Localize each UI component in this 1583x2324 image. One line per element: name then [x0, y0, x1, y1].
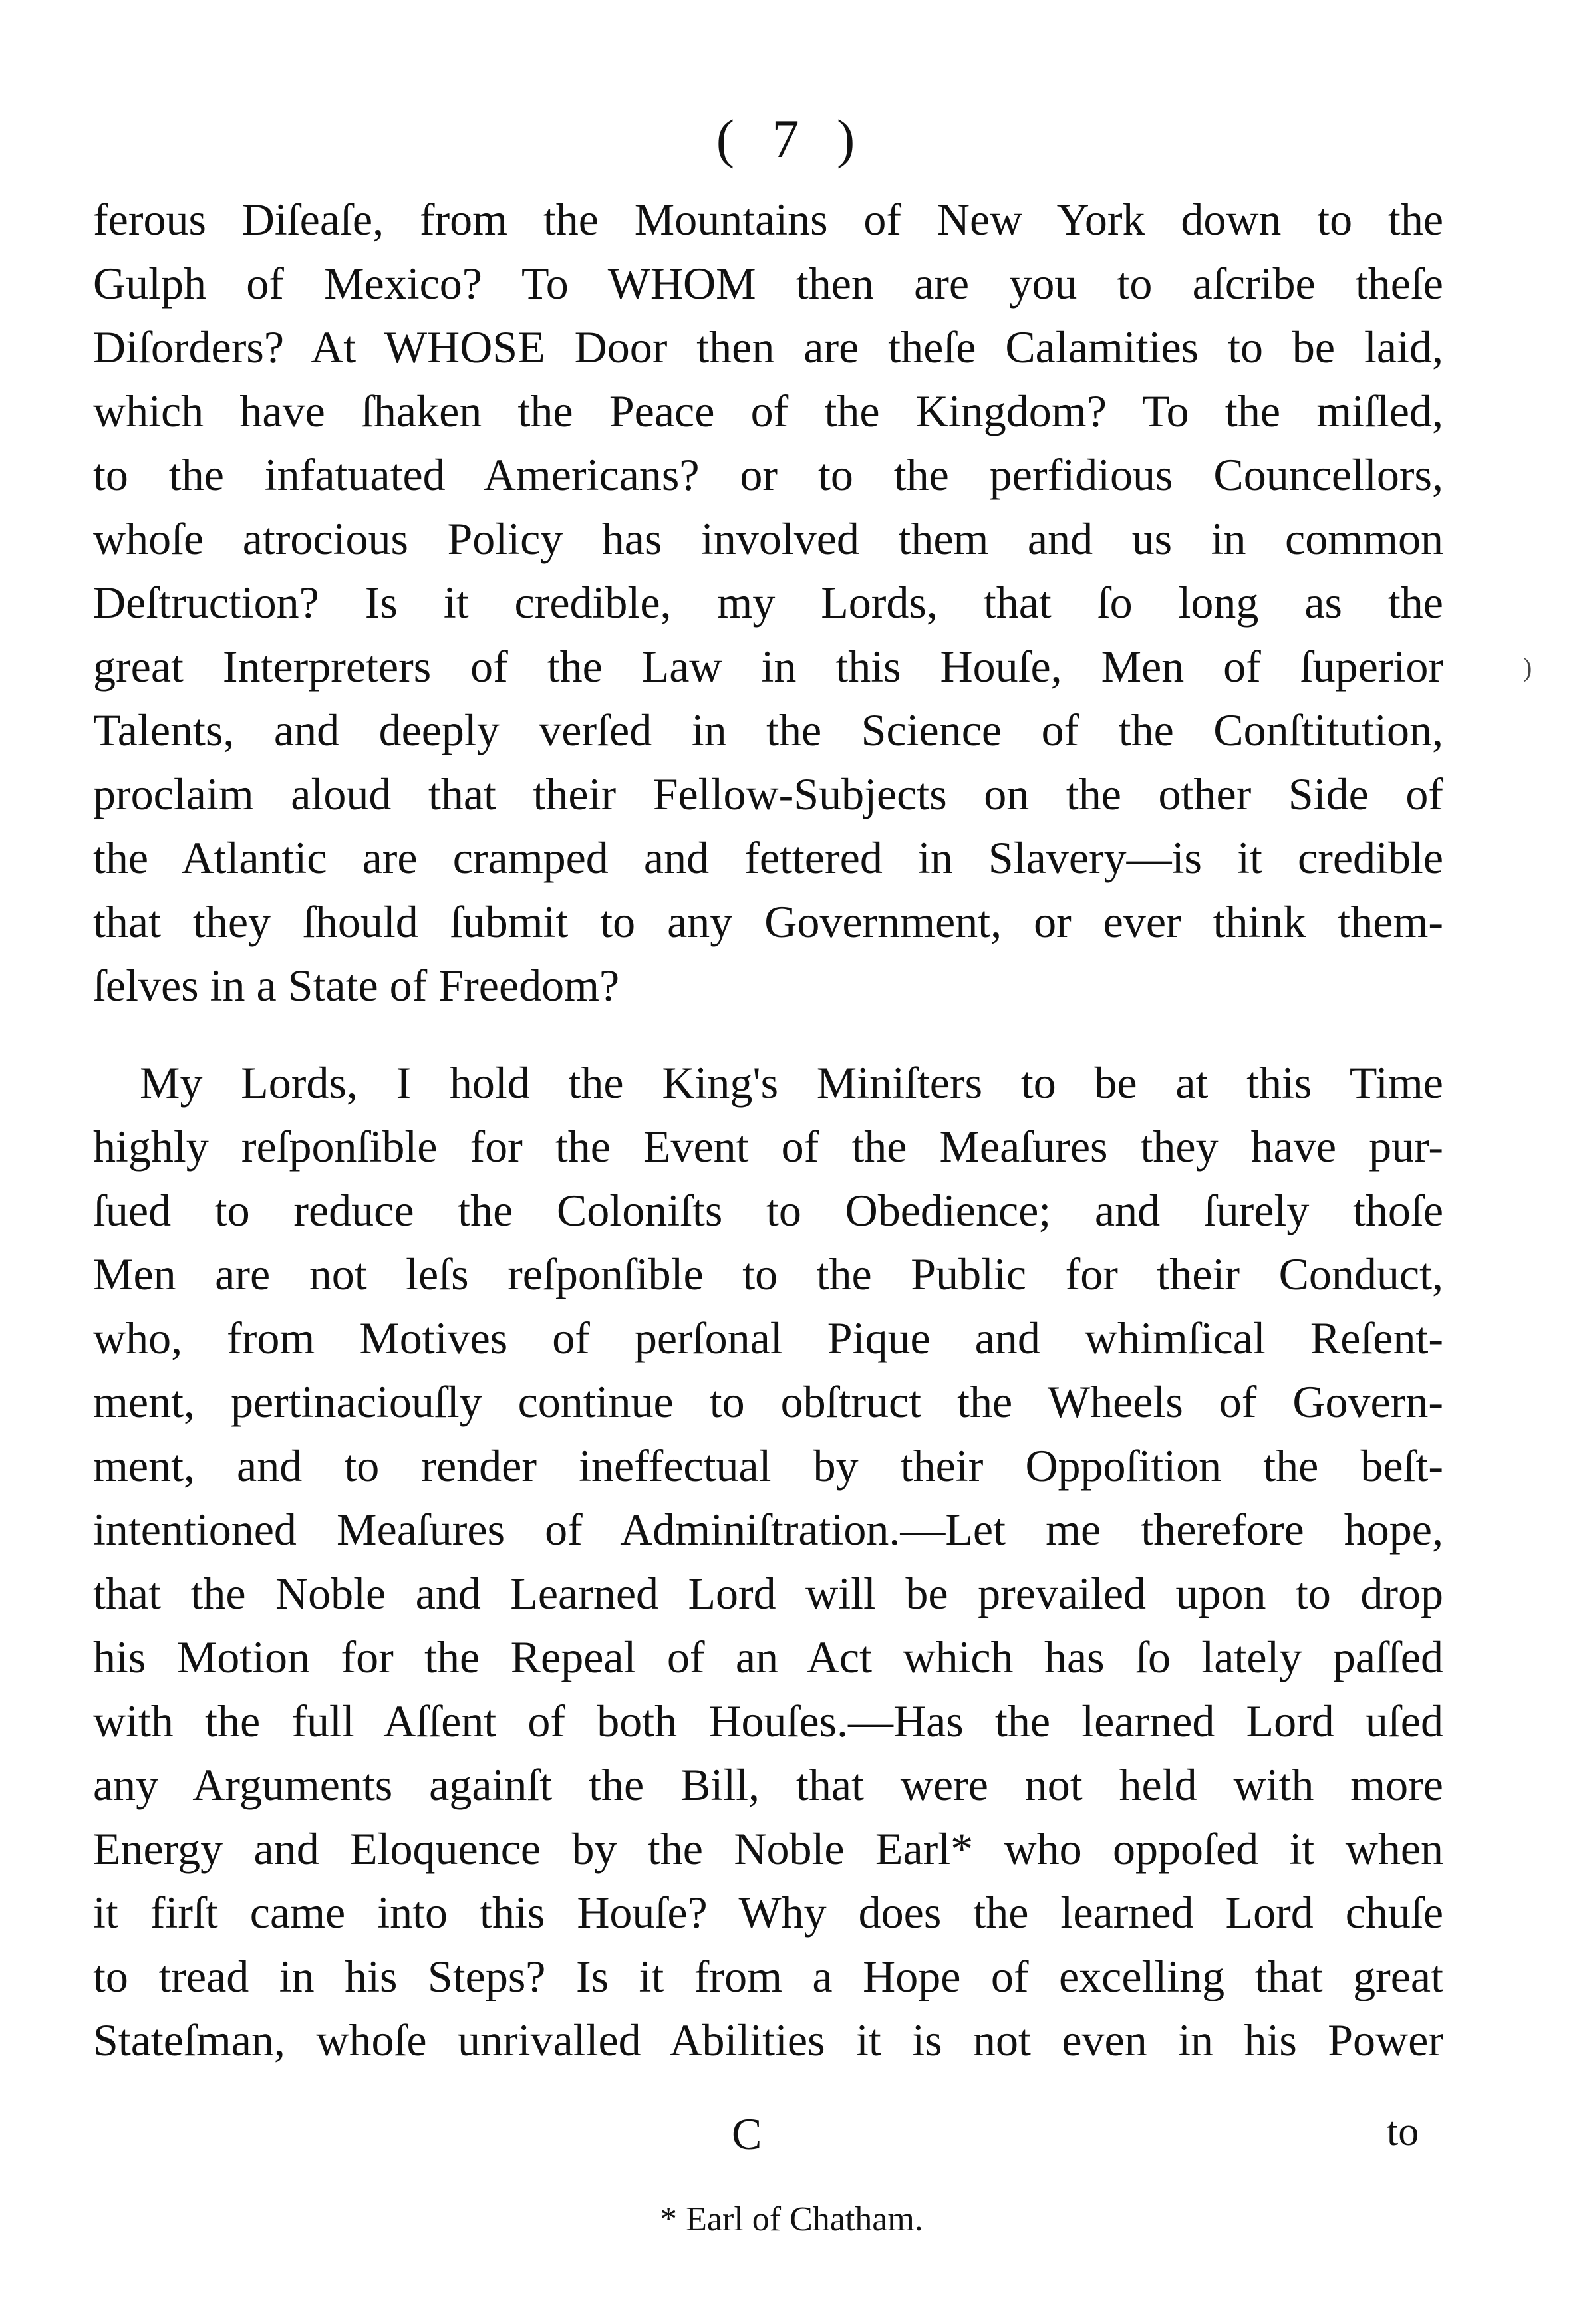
- paragraph-2: [93, 1051, 1443, 2072]
- text-line: whoſe atrocious Policy has involved them and us in common: [93, 513, 1443, 564]
- text-line: ſued to reduce the Coloniſts to Obedience; and ſurely thoſe: [93, 1185, 1443, 1235]
- text-line: which have ſhaken the Peace of the Kingdom? To the miſled,: [93, 386, 1443, 436]
- page-number: ( 7 ): [716, 108, 867, 169]
- text-line: that the Noble and Learned Lord will be prevailed upon to drop: [93, 1568, 1443, 1618]
- text-line: to tread in his Steps? Is it from a Hope of excelling that great: [93, 1951, 1443, 2001]
- text-line: My Lords, I hold the King's Miniſters to be at this Time: [140, 1057, 1443, 1108]
- text-line: Diſorders? At WHOSE Door then are theſe Calamities to be laid,: [93, 322, 1443, 372]
- text-line: his Motion for the Repeal of an Act which has ſo lately paſſed: [93, 1632, 1443, 1682]
- text-line: Energy and Eloquence by the Noble Earl* who oppoſed it when: [93, 1823, 1443, 1874]
- text-line: great Interpreters of the Law in this Houſe, Men of ſuperior: [93, 641, 1443, 692]
- text-line: with the full Aſſent of both Houſes.—Has the learned Lord uſed: [93, 1696, 1443, 1746]
- text-line: ment, pertinaciouſly continue to obſtruct the Wheels of Govern-: [93, 1376, 1443, 1427]
- text-line: intentioned Meaſures of Adminiſtration.—Let me therefore hope,: [93, 1504, 1443, 1555]
- text-line: Gulph of Mexico? To WHOM then are you to aſcribe theſe: [93, 258, 1443, 309]
- text-line: who, from Motives of perſonal Pique and whimſical Reſent-: [93, 1313, 1443, 1363]
- text-line: ſelves in a State of Freedom?: [93, 960, 620, 1011]
- text-line: ment, and to render ineffectual by their Oppoſition the beſt-: [93, 1440, 1443, 1491]
- signature-mark: C: [732, 2109, 762, 2159]
- text-line: Talents, and deeply verſed in the Science of the Conſtitution,: [93, 705, 1443, 755]
- text-line: Stateſman, whoſe unrivalled Abilities it is not even in his Power: [93, 2015, 1443, 2065]
- text-line: Deſtruction? Is it credible, my Lords, that ſo long as the: [93, 577, 1443, 628]
- text-line: Men are not leſs reſponſible to the Public for their Conduct,: [93, 1249, 1443, 1299]
- text-line: any Arguments againſt the Bill, that were not held with more: [93, 1759, 1443, 1810]
- text-line: highly reſponſible for the Event of the Meaſures they have pur-: [93, 1121, 1443, 1172]
- footnote: * Earl of Chatham.: [660, 2200, 923, 2238]
- paragraph-1: [93, 188, 1443, 1017]
- margin-mark: ): [1523, 652, 1532, 682]
- text-line: to the infatuated Americans? or to the perfidious Councellors,: [93, 450, 1443, 500]
- text-line: the Atlantic are cramped and fettered in Slavery—is it credible: [93, 833, 1443, 883]
- text-line: proclaim aloud that their Fellow-Subjects on the other Side of: [93, 769, 1443, 819]
- text-line: that they ſhould ſubmit to any Government, or ever think them-: [93, 896, 1443, 947]
- text-line: it firſt came into this Houſe? Why does the learned Lord chuſe: [93, 1887, 1443, 1938]
- text-line: ferous Diſeaſe, from the Mountains of New York down to the: [93, 194, 1443, 245]
- catchword: to: [1387, 2109, 1419, 2154]
